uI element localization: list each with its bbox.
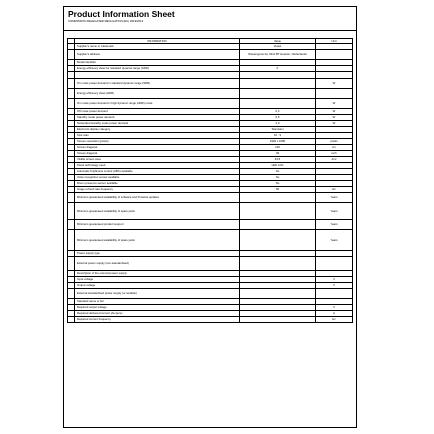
table-row — [68, 79, 353, 89]
row-number — [68, 193, 75, 203]
row-unit: pixels — [316, 139, 353, 145]
row-value — [240, 203, 316, 220]
row-label: Minimum guaranteed availability of spare parts — [75, 230, 240, 251]
table-body — [68, 44, 353, 323]
row-label: Output voltage — [75, 283, 240, 289]
row-label: Input voltage — [75, 277, 240, 283]
row-label: Screen diagonal — [75, 145, 240, 151]
table-row — [68, 317, 353, 323]
row-value: 2,0 — [240, 121, 316, 127]
row-value: No — [240, 169, 316, 175]
row-label: Off mode power demand — [75, 109, 240, 115]
table-row — [68, 257, 353, 271]
row-unit: W — [316, 99, 353, 109]
table-row — [68, 72, 353, 79]
row-label: Power supply type — [75, 251, 240, 257]
row-label: Image refresh rate frequency — [75, 187, 240, 193]
row-unit: V — [316, 277, 353, 283]
row-value — [240, 230, 316, 251]
row-value: 43,5 — [240, 157, 316, 163]
row-unit: W — [316, 121, 353, 127]
row-label: Minimum guaranteed availability of software and firmware updates — [75, 193, 240, 203]
column-header-unit: Unit — [316, 39, 353, 44]
row-label: Standby mode power demand — [75, 115, 240, 121]
column-header-value: Value — [240, 39, 316, 44]
row-label: External standardised power supply (or suitable) — [75, 289, 240, 299]
row-unit — [316, 289, 353, 299]
row-label: Minimum guaranteed availability of spare parts — [75, 203, 240, 220]
row-value — [240, 89, 316, 99]
table-row — [68, 230, 353, 251]
row-label: Size ratio — [75, 133, 240, 139]
row-value — [240, 289, 316, 299]
row-value: 1920 x 1080 — [240, 139, 316, 145]
table-row — [68, 89, 353, 99]
row-value — [240, 79, 316, 89]
row-value: 39 — [240, 151, 316, 157]
row-label: Visible screen area — [75, 157, 240, 163]
row-value: LED LCD — [240, 163, 316, 169]
row-number — [68, 317, 75, 323]
row-number — [68, 203, 75, 220]
row-value — [240, 257, 316, 271]
row-unit: W — [316, 109, 353, 115]
row-unit: V — [316, 283, 353, 289]
row-value: 0,3 — [240, 109, 316, 115]
row-unit: A — [316, 311, 353, 317]
row-value — [240, 193, 316, 203]
row-number — [68, 230, 75, 251]
row-value: No — [240, 175, 316, 181]
row-value: 60 — [240, 187, 316, 193]
table-row — [68, 50, 353, 60]
regulation-subtitle: COMMISSION DELEGATED REGULATION (EU) 2019/2013 — [68, 19, 144, 23]
row-unit: Hz — [316, 317, 353, 323]
row-number — [68, 289, 75, 299]
sheet-header — [64, 7, 356, 31]
row-label: Required delivered current (Ampere) — [75, 311, 240, 317]
row-value: 16 : 9 — [240, 133, 316, 139]
row-unit — [316, 257, 353, 271]
row-label: Screen diagonal — [75, 151, 240, 157]
row-value — [240, 72, 316, 79]
row-unit: Years — [316, 230, 353, 251]
row-number — [68, 257, 75, 271]
row-label: Energy efficiency class for standard dynamic range (SDR) — [75, 66, 240, 72]
row-unit: inch — [316, 151, 353, 157]
row-label: Panel technology used — [75, 163, 240, 169]
row-label: Screen resolution (pixels) — [75, 139, 240, 145]
row-number — [68, 99, 75, 109]
row-label: On mode power demand in high dynamic range (HDR) mode — [75, 99, 240, 109]
row-unit: Years — [316, 193, 353, 203]
row-unit — [316, 89, 353, 99]
row-label: Energy efficiency class (HDR) — [75, 89, 240, 99]
table-row — [68, 220, 353, 230]
row-label: Standard name or list — [75, 299, 240, 305]
row-unit: W — [316, 115, 353, 121]
row-value: No — [240, 181, 316, 187]
row-label — [75, 72, 240, 79]
row-unit: Years — [316, 203, 353, 220]
table-row — [68, 99, 353, 109]
row-label: Room presence sensor available — [75, 181, 240, 187]
product-information-sheet — [63, 6, 357, 428]
row-label: Voice recognition sensor available — [75, 175, 240, 181]
table-row — [68, 203, 353, 220]
row-label: Model identifier — [75, 60, 240, 66]
column-header-information: INFORMATION — [75, 39, 240, 44]
table-row — [68, 289, 353, 299]
row-label: Supplier's address — [75, 50, 240, 60]
row-unit: cm — [316, 145, 353, 151]
row-label: Electronic display category — [75, 127, 240, 133]
sheet-title: Product Information Sheet — [68, 9, 175, 19]
row-label: Required output voltage — [75, 305, 240, 311]
row-unit: V — [316, 305, 353, 311]
row-value: 0,5 — [240, 115, 316, 121]
row-label: Automatic brightness control (ABC) available — [75, 169, 240, 175]
row-label: Description of the external power supply — [75, 271, 240, 277]
row-number — [68, 50, 75, 60]
row-value: 100 — [240, 145, 316, 151]
row-number — [68, 89, 75, 99]
row-value — [240, 99, 316, 109]
row-label: On mode power demand in standard dynamic range (SDR) — [75, 79, 240, 89]
row-label: Required current frequency — [75, 317, 240, 323]
row-unit — [316, 72, 353, 79]
row-value — [240, 317, 316, 323]
table-row — [68, 193, 353, 203]
row-unit: Hz — [316, 187, 353, 193]
row-value — [240, 220, 316, 230]
row-unit — [316, 50, 353, 60]
row-number — [68, 72, 75, 79]
row-value: Vestel — [240, 44, 316, 50]
row-label: Minimum guaranteed product support — [75, 220, 240, 230]
row-label: Networked standby mode power demand — [75, 121, 240, 127]
row-unit: dm² — [316, 157, 353, 163]
row-value: Television — [240, 127, 316, 133]
row-unit: W — [316, 79, 353, 89]
information-table — [67, 38, 353, 323]
row-number — [68, 79, 75, 89]
row-label: Supplier's name or trademark — [75, 44, 240, 50]
row-unit: Years — [316, 220, 353, 230]
row-number — [68, 220, 75, 230]
row-value: Westergouw 2a, 6411 BT Heerlen, Netherlands — [240, 50, 316, 60]
row-label: External power supply (non-standardised) — [75, 257, 240, 271]
row-value: F — [240, 66, 316, 72]
